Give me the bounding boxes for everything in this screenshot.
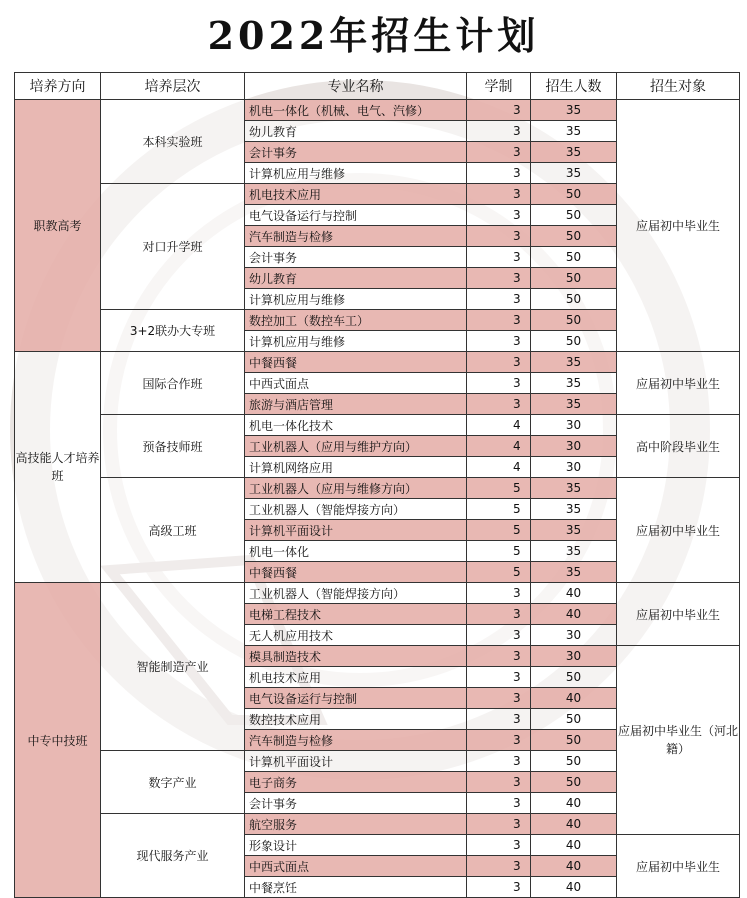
years-cell: 3 — [467, 646, 531, 667]
table-row — [15, 100, 740, 121]
years-cell: 3 — [467, 814, 531, 835]
major-cell: 机电一体化 — [245, 541, 467, 562]
years-cell: 5 — [467, 520, 531, 541]
years-cell: 3 — [467, 772, 531, 793]
level-cell: 预备技师班 — [101, 415, 245, 478]
major-cell: 中西式面点 — [245, 373, 467, 394]
years-cell: 3 — [467, 226, 531, 247]
count-cell: 50 — [531, 247, 617, 268]
count-cell: 35 — [531, 562, 617, 583]
major-cell: 中餐西餐 — [245, 352, 467, 373]
major-cell: 电气设备运行与控制 — [245, 205, 467, 226]
years-cell: 3 — [467, 877, 531, 898]
years-cell: 5 — [467, 499, 531, 520]
years-cell: 3 — [467, 184, 531, 205]
years-cell: 3 — [467, 751, 531, 772]
years-cell: 3 — [467, 667, 531, 688]
count-cell: 30 — [531, 625, 617, 646]
count-cell: 50 — [531, 226, 617, 247]
major-cell: 会计事务 — [245, 142, 467, 163]
count-cell: 50 — [531, 709, 617, 730]
count-cell: 40 — [531, 604, 617, 625]
years-cell: 4 — [467, 415, 531, 436]
major-cell: 幼儿教育 — [245, 268, 467, 289]
count-cell: 30 — [531, 415, 617, 436]
count-cell: 30 — [531, 436, 617, 457]
years-cell: 3 — [467, 142, 531, 163]
count-cell: 35 — [531, 121, 617, 142]
level-cell: 现代服务产业 — [101, 814, 245, 898]
header-direction: 培养方向 — [15, 73, 101, 100]
count-cell: 35 — [531, 373, 617, 394]
target-cell: 应届初中毕业生（河北籍） — [617, 646, 740, 835]
table-row — [15, 415, 740, 436]
count-cell: 50 — [531, 205, 617, 226]
count-cell: 40 — [531, 835, 617, 856]
count-cell: 30 — [531, 646, 617, 667]
count-cell: 50 — [531, 289, 617, 310]
years-cell: 4 — [467, 436, 531, 457]
major-cell: 幼儿教育 — [245, 121, 467, 142]
target-cell: 应届初中毕业生 — [617, 835, 740, 898]
count-cell: 35 — [531, 100, 617, 121]
major-cell: 电气设备运行与控制 — [245, 688, 467, 709]
count-cell: 40 — [531, 856, 617, 877]
count-cell: 35 — [531, 541, 617, 562]
target-cell: 应届初中毕业生 — [617, 100, 740, 352]
years-cell: 3 — [467, 205, 531, 226]
count-cell: 35 — [531, 478, 617, 499]
years-cell: 3 — [467, 793, 531, 814]
level-cell: 数字产业 — [101, 751, 245, 814]
count-cell: 35 — [531, 163, 617, 184]
years-cell: 3 — [467, 121, 531, 142]
major-cell: 电梯工程技术 — [245, 604, 467, 625]
years-cell: 3 — [467, 730, 531, 751]
count-cell: 40 — [531, 688, 617, 709]
major-cell: 机电技术应用 — [245, 667, 467, 688]
years-cell: 3 — [467, 688, 531, 709]
target-cell: 应届初中毕业生 — [617, 478, 740, 583]
major-cell: 计算机应用与维修 — [245, 289, 467, 310]
years-cell: 3 — [467, 289, 531, 310]
level-cell: 本科实验班 — [101, 100, 245, 184]
major-cell: 计算机平面设计 — [245, 520, 467, 541]
count-cell: 40 — [531, 793, 617, 814]
major-cell: 工业机器人（应用与维修方向） — [245, 478, 467, 499]
years-cell: 5 — [467, 478, 531, 499]
header-years: 学制 — [467, 73, 531, 100]
page-title: 2022年招生计划 — [207, 13, 540, 58]
count-cell: 35 — [531, 499, 617, 520]
count-cell: 50 — [531, 184, 617, 205]
years-cell: 3 — [467, 583, 531, 604]
years-cell: 3 — [467, 352, 531, 373]
table-row — [15, 583, 740, 604]
years-cell: 4 — [467, 457, 531, 478]
table-row — [15, 478, 740, 499]
count-cell: 40 — [531, 877, 617, 898]
direction-cell: 职教高考 — [15, 100, 101, 352]
major-cell: 形象设计 — [245, 835, 467, 856]
major-cell: 模具制造技术 — [245, 646, 467, 667]
major-cell: 计算机平面设计 — [245, 751, 467, 772]
major-cell: 会计事务 — [245, 793, 467, 814]
major-cell: 会计事务 — [245, 247, 467, 268]
count-cell: 35 — [531, 352, 617, 373]
major-cell: 计算机应用与维修 — [245, 163, 467, 184]
major-cell: 机电一体化（机械、电气、汽修） — [245, 100, 467, 121]
major-cell: 计算机网络应用 — [245, 457, 467, 478]
target-cell: 应届初中毕业生 — [617, 583, 740, 646]
count-cell: 50 — [531, 268, 617, 289]
major-cell: 旅游与酒店管理 — [245, 394, 467, 415]
years-cell: 3 — [467, 394, 531, 415]
major-cell: 计算机应用与维修 — [245, 331, 467, 352]
count-cell: 50 — [531, 772, 617, 793]
years-cell: 3 — [467, 604, 531, 625]
major-cell: 航空服务 — [245, 814, 467, 835]
count-cell: 50 — [531, 331, 617, 352]
table-header-row — [15, 73, 740, 100]
target-cell: 高中阶段毕业生 — [617, 415, 740, 478]
count-cell: 30 — [531, 457, 617, 478]
years-cell: 3 — [467, 310, 531, 331]
header-major: 专业名称 — [245, 73, 467, 100]
direction-cell: 高技能人才培养班 — [15, 352, 101, 583]
major-cell: 工业机器人（智能焊接方向） — [245, 499, 467, 520]
years-cell: 3 — [467, 268, 531, 289]
major-cell: 机电一体化技术 — [245, 415, 467, 436]
level-cell: 高级工班 — [101, 478, 245, 583]
header-level: 培养层次 — [101, 73, 245, 100]
header-target: 招生对象 — [617, 73, 740, 100]
count-cell: 40 — [531, 583, 617, 604]
count-cell: 35 — [531, 142, 617, 163]
header-count: 招生人数 — [531, 73, 617, 100]
years-cell: 3 — [467, 247, 531, 268]
years-cell: 3 — [467, 709, 531, 730]
major-cell: 中餐西餐 — [245, 562, 467, 583]
level-cell: 3+2联办大专班 — [101, 310, 245, 352]
major-cell: 中西式面点 — [245, 856, 467, 877]
count-cell: 50 — [531, 667, 617, 688]
years-cell: 3 — [467, 373, 531, 394]
count-cell: 35 — [531, 520, 617, 541]
major-cell: 工业机器人（智能焊接方向） — [245, 583, 467, 604]
years-cell: 3 — [467, 331, 531, 352]
years-cell: 5 — [467, 562, 531, 583]
count-cell: 50 — [531, 730, 617, 751]
major-cell: 中餐烹饪 — [245, 877, 467, 898]
count-cell: 35 — [531, 394, 617, 415]
major-cell: 工业机器人（应用与维护方向） — [245, 436, 467, 457]
major-cell: 汽车制造与检修 — [245, 730, 467, 751]
years-cell: 3 — [467, 625, 531, 646]
years-cell: 3 — [467, 835, 531, 856]
direction-cell: 中专中技班 — [15, 583, 101, 898]
major-cell: 电子商务 — [245, 772, 467, 793]
enrollment-plan-table — [14, 72, 740, 898]
years-cell: 5 — [467, 541, 531, 562]
count-cell: 50 — [531, 310, 617, 331]
major-cell: 汽车制造与检修 — [245, 226, 467, 247]
years-cell: 3 — [467, 163, 531, 184]
major-cell: 数控加工（数控车工） — [245, 310, 467, 331]
level-cell: 国际合作班 — [101, 352, 245, 415]
major-cell: 无人机应用技术 — [245, 625, 467, 646]
target-cell: 应届初中毕业生 — [617, 352, 740, 415]
count-cell: 40 — [531, 814, 617, 835]
major-cell: 数控技术应用 — [245, 709, 467, 730]
years-cell: 3 — [467, 856, 531, 877]
major-cell: 机电技术应用 — [245, 184, 467, 205]
table-row — [15, 352, 740, 373]
level-cell: 对口升学班 — [101, 184, 245, 310]
level-cell: 智能制造产业 — [101, 583, 245, 751]
count-cell: 50 — [531, 751, 617, 772]
years-cell: 3 — [467, 100, 531, 121]
